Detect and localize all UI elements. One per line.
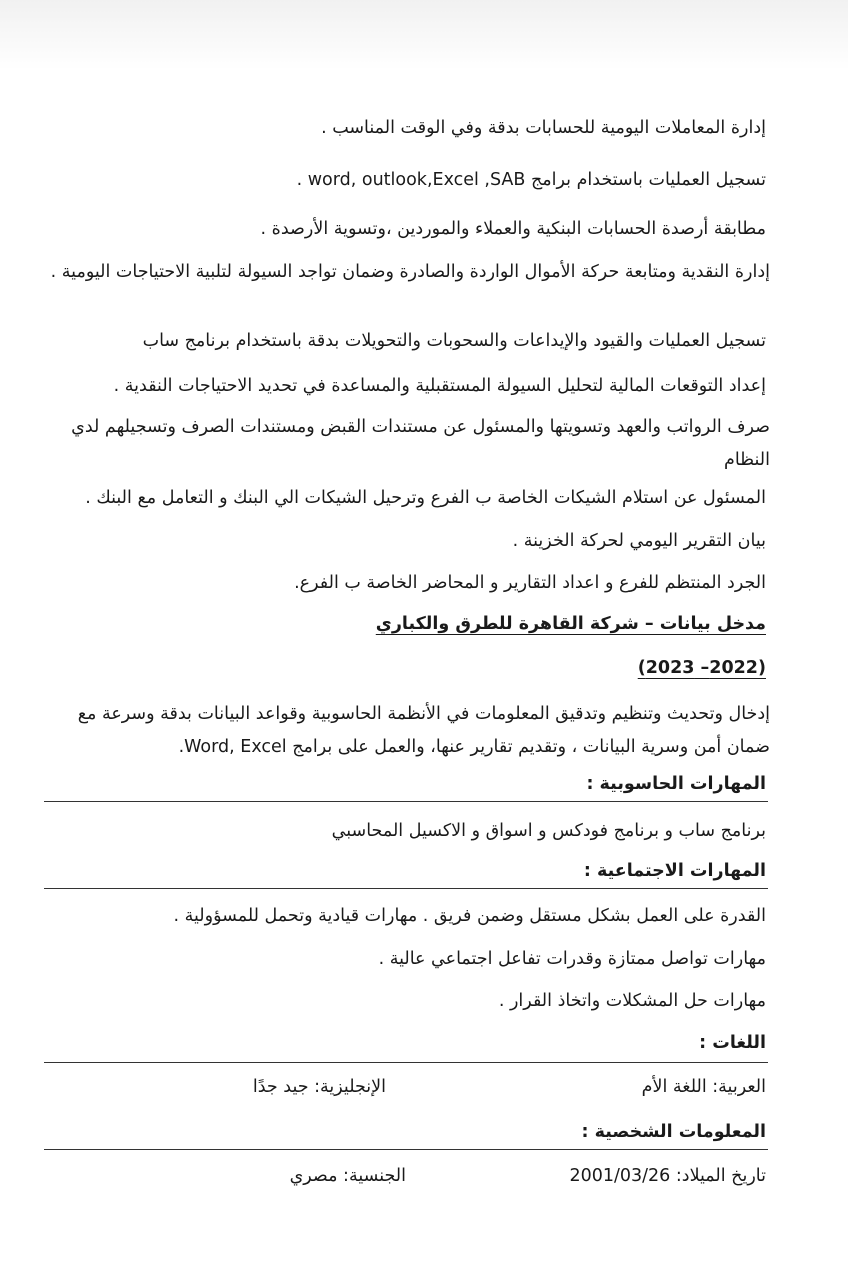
social-skills-heading: المهارات الاجتماعية :: [583, 861, 766, 881]
duty-item: بيان التقرير اليومي لحركة الخزينة .: [512, 531, 766, 551]
duty-item: صرف الرواتب والعهد وتسويتها والمسئول عن مستندات القبض ومستندات الصرف وتسجيلهم لدي النظام: [71, 417, 770, 470]
computer-skills-heading: المهارات الحاسوبية :: [586, 774, 766, 794]
social-skill-item: مهارات حل المشكلات واتخاذ القرار .: [498, 991, 766, 1011]
duty-item: تسجيل العمليات والقيود والإيداعات والسحوبات والتحويلات بدقة باستخدام برنامج ساب: [142, 331, 766, 351]
social-skill-item: مهارات تواصل ممتازة وقدرات تفاعل اجتماعي عالية .: [378, 949, 766, 969]
nationality: الجنسية: مصري: [289, 1166, 406, 1186]
language-arabic: العربية: اللغة الأم: [641, 1077, 766, 1097]
personal-info-heading: المعلومات الشخصية :: [581, 1122, 766, 1142]
section-divider: [44, 801, 768, 802]
computer-skills-text: برنامج ساب و برنامج فودكس و اسواق و الاكسيل المحاسبي: [331, 821, 766, 841]
duty-item: الجرد المنتظم للفرع و اعداد التقارير و المحاضر الخاصة ب الفرع.: [294, 573, 766, 593]
social-skill-item: القدرة على العمل بشكل مستقل وضمن فريق . مهارات قيادية وتحمل للمسؤولية .: [173, 906, 766, 926]
job-title: مدخل بيانات – شركة القاهرة للطرق والكباري: [375, 614, 766, 634]
duty-item: المسئول عن استلام الشيكات الخاصة ب الفرع وترحيل الشيكات الي البنك و التعامل مع البنك .: [85, 488, 766, 508]
section-divider: [44, 888, 768, 889]
duty-item: تسجيل العمليات باستخدام برامج word, outlook,Excel ,SAB .: [296, 170, 766, 190]
duty-item: إدارة النقدية ومتابعة حركة الأموال الواردة والصادرة وضمان تواجد السيولة لتلبية الاحتياجات اليومية .: [50, 262, 770, 282]
duty-item: إعداد التوقعات المالية لتحليل السيولة المستقبلية والمساعدة في تحديد الاحتياجات النقدية .: [113, 376, 766, 396]
language-english: الإنجليزية: جيد جدًا: [252, 1077, 386, 1097]
section-divider: [44, 1062, 768, 1063]
job-period: (2022– 2023): [637, 658, 766, 678]
job-description: إدخال وتحديث وتنظيم وتدقيق المعلومات في الأنظمة الحاسوبية وقواعد البيانات بدقة وسرعة مع ضمان أمن وسرية البيانات ، وتقديم تقارير عنها، والعمل على برامج Word, Excel.: [77, 704, 770, 757]
section-divider: [44, 1149, 768, 1150]
duty-item: مطابقة أرصدة الحسابات البنكية والعملاء والموردين ،وتسوية الأرصدة .: [260, 219, 766, 239]
languages-heading: اللغات :: [699, 1033, 766, 1053]
duty-item: إدارة المعاملات اليومية للحسابات بدقة وفي الوقت المناسب .: [321, 118, 766, 138]
birth-date: تاريخ الميلاد: 2001/03/26: [569, 1166, 766, 1186]
